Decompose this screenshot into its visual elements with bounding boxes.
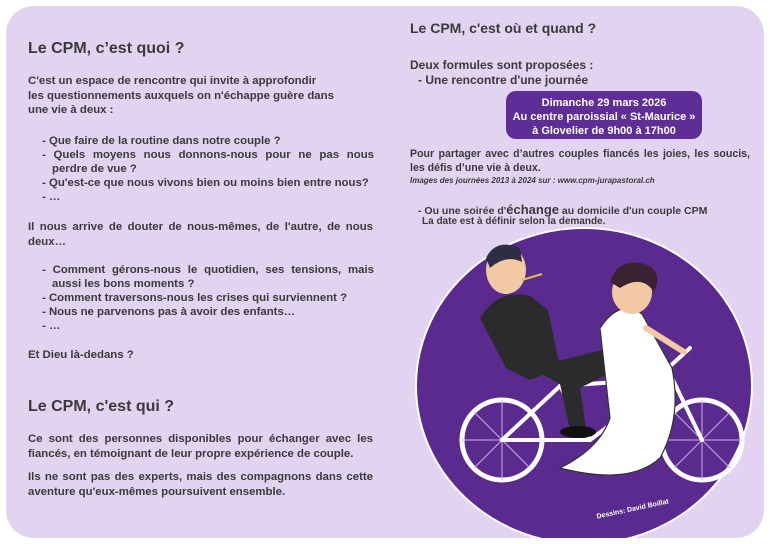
list-item: - Comment traversons-nous les crises qui surviennent ?: [42, 292, 348, 304]
location-line: Au centre paroissial « St-Maurice »: [512, 111, 696, 123]
quoi-title: Le CPM, c’est quoi ?: [28, 40, 185, 57]
list-item: - Que faire de la routine dans notre couple ?: [42, 135, 281, 147]
images-note: Images des journées 2013 à 2024 sur : www.cpm-jurapastoral.ch: [410, 176, 655, 185]
time-line: à Glovelier de 9h00 à 17h00: [532, 125, 676, 137]
questions-list-1: [42, 134, 374, 204]
man-shoe: [560, 426, 596, 438]
couple-bicycle-illustration: [410, 218, 764, 538]
formules-text: Deux formules sont proposées :: [410, 58, 594, 72]
intro-line: les questionnements auxquels on n'échappe guère dans: [28, 89, 334, 102]
soiree-line2: La date est à définir selon la demande.: [422, 216, 606, 227]
dieu-text: Et Dieu là-dedans ?: [28, 349, 134, 361]
soiree-prefix: - Ou une soirée d': [418, 205, 507, 217]
list-item: - Quels moyens nous donnons-nous pour ne pas nous perdre de vue ?: [42, 149, 374, 175]
journee-text: - Une rencontre d'une journée: [418, 73, 589, 87]
list-item: - Comment gérons-nous le quotidien, ses tensions, mais aussi les bons moments ?: [42, 264, 374, 290]
list-item: - …: [42, 191, 61, 203]
date-line: Dimanche 29 mars 2026: [541, 97, 667, 109]
doute-text: Il nous arrive de douter de nous-mêmes, de l'autre, de nous deux…: [28, 221, 373, 248]
qui-paragraph-2: Ils ne sont pas des experts, mais des compagnons dans cette aventure qu'eux-mêmes poursuivent ensemble.: [28, 471, 373, 498]
questions-list-2: [42, 263, 374, 333]
list-item: - Nous ne parvenons pas à avoir des enfants…: [42, 306, 296, 318]
intro-line: une vie à deux :: [28, 104, 114, 116]
qui-paragraph-1: Ce sont des personnes disponibles pour échanger avec les fiancés, en témoignant de leur propre expérience de couple.: [28, 433, 373, 460]
intro-line: C'est un espace de rencontre qui invite à approfondir: [28, 75, 317, 87]
date-box: [506, 91, 702, 139]
ou-quand-title: Le CPM, c'est où et quand ?: [410, 20, 597, 36]
soiree-bold: échange: [506, 202, 560, 217]
soiree-suffix: au domicile d'un couple CPM: [559, 205, 708, 217]
illustration-credit: Dessins: David Boillat: [596, 498, 670, 521]
list-item: - …: [42, 320, 61, 332]
list-item: - Qu'est-ce que nous vivons bien ou moins bien entre nous?: [42, 177, 369, 189]
soiree-text: [418, 202, 707, 217]
partager-text: Pour partager avec d’autres couples fiancés les joies, les soucis, les défis d’une vie à deux.: [410, 148, 750, 174]
qui-title: Le CPM, c'est qui ?: [28, 398, 175, 415]
flyer-page: [6, 6, 764, 538]
intro-text: [28, 74, 373, 118]
